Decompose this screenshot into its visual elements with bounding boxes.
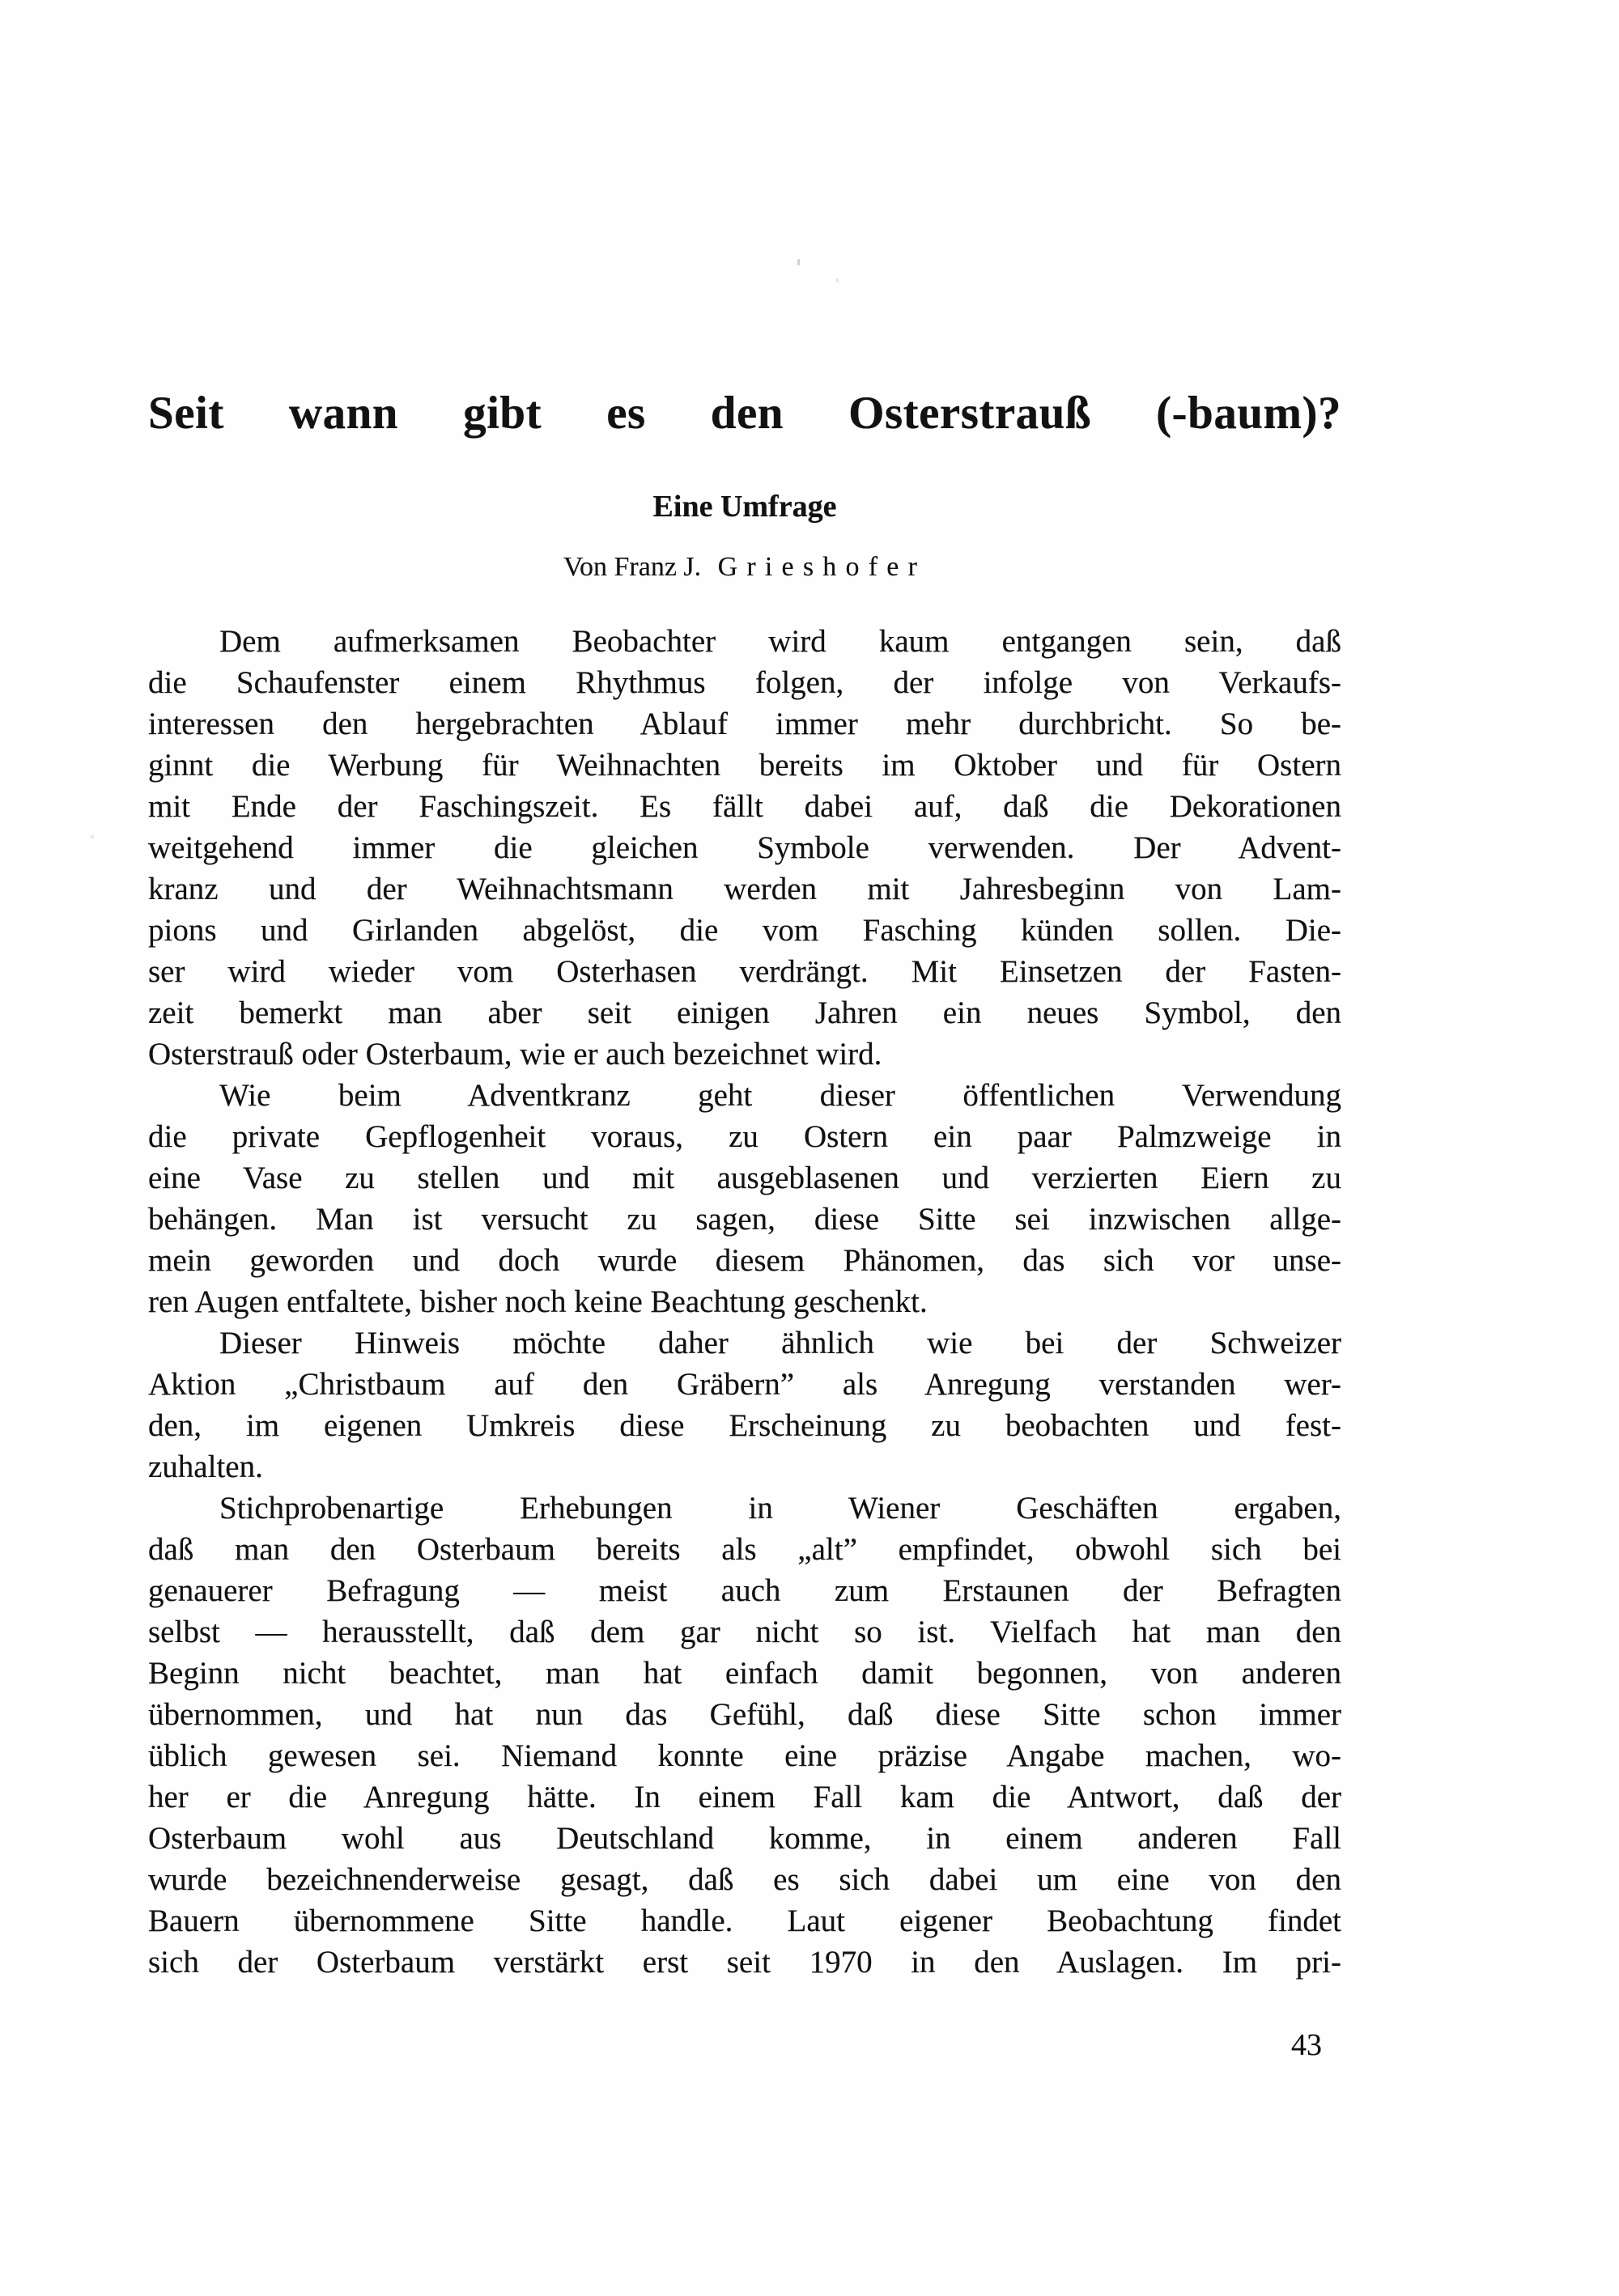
- body-line: Dem aufmerksamen Beobachter wird kaum entgangen sein, daß: [219, 624, 1341, 659]
- body-line: Stichprobenartige Erhebungen in Wiener Geschäften ergaben,: [219, 1491, 1341, 1526]
- body-line: kranz und der Weihnachtsmann werden mit Jahresbeginn von Lam-: [148, 872, 1341, 906]
- body-line: Wie beim Adventkranz geht dieser öffentlichen Verwendung: [219, 1078, 1341, 1113]
- body-line: üblich gewesen sei. Niemand konnte eine präzise Angabe machen, wo-: [148, 1738, 1341, 1773]
- article-title: Seit wann gibt es den Osterstrauß (-baum)?: [148, 388, 1341, 439]
- body-line: die Schaufenster einem Rhythmus folgen, der infolge von Verkaufs-: [148, 665, 1341, 700]
- author-name: Grieshofer: [717, 552, 927, 582]
- body-line: daß man den Osterbaum bereits als „alt” empfindet, obwohl sich bei: [148, 1532, 1341, 1567]
- scan-artifact: [836, 278, 839, 282]
- body-line: her er die Anregung hätte. In einem Fall kam die Antwort, daß der: [148, 1780, 1341, 1814]
- byline: [148, 550, 1341, 584]
- body-line: Osterstrauß oder Osterbaum, wie er auch bezeichnet wird.: [148, 1037, 882, 1072]
- body-line: pions und Girlanden abgelöst, die vom Fasching künden sollen. Die-: [148, 913, 1341, 948]
- page-number: 43: [1291, 2028, 1322, 2062]
- body-line: ren Augen entfaltete, bisher noch keine Beachtung geschenkt.: [148, 1284, 928, 1319]
- body-line: den, im eigenen Umkreis diese Erscheinung zu beobachten und fest-: [148, 1408, 1341, 1443]
- body-line: Bauern übernommene Sitte handle. Laut eigener Beobachtung findet: [148, 1903, 1341, 1938]
- body-line: wurde bezeichnenderweise gesagt, daß es sich dabei um eine von den: [148, 1862, 1341, 1897]
- article-body: [148, 621, 1341, 1983]
- body-line: Beginn nicht beachtet, man hat einfach damit begonnen, von anderen: [148, 1656, 1341, 1691]
- body-line: behängen. Man ist versucht zu sagen, diese Sitte sei inzwischen allge-: [148, 1202, 1341, 1237]
- scan-artifact: [91, 835, 94, 838]
- body-line: mein geworden und doch wurde diesem Phänomen, das sich vor unse-: [148, 1243, 1341, 1278]
- body-line: übernommen, und hat nun das Gefühl, daß diese Sitte schon immer: [148, 1697, 1341, 1732]
- body-line: eine Vase zu stellen und mit ausgeblasenen und verzierten Eiern zu: [148, 1161, 1341, 1195]
- body-line: mit Ende der Faschingszeit. Es fällt dabei auf, daß die Dekorationen: [148, 789, 1341, 824]
- body-line: die private Gepflogenheit voraus, zu Ostern ein paar Palmzweige in: [148, 1119, 1341, 1154]
- scan-artifact: [797, 259, 800, 265]
- body-line: Aktion „Christbaum auf den Gräbern” als Anregung verstanden wer-: [148, 1367, 1341, 1402]
- body-line: zuhalten.: [148, 1449, 263, 1484]
- body-line: weitgehend immer die gleichen Symbole verwenden. Der Advent-: [148, 830, 1341, 865]
- article-subtitle: Eine Umfrage: [652, 490, 837, 524]
- article-content: [148, 387, 1341, 1983]
- body-line: ginnt die Werbung für Weihnachten bereits im Oktober und für Ostern: [148, 748, 1341, 783]
- body-line: selbst — herausstellt, daß dem gar nicht so ist. Vielfach hat man den: [148, 1615, 1341, 1649]
- body-line: sich der Osterbaum verstärkt erst seit 1970 in den Auslagen. Im pri-: [148, 1945, 1341, 1980]
- body-line: zeit bemerkt man aber seit einigen Jahren ein neues Symbol, den: [148, 995, 1341, 1030]
- body-line: Dieser Hinweis möchte daher ähnlich wie bei der Schweizer: [219, 1326, 1341, 1360]
- body-line: ser wird wieder vom Osterhasen verdrängt. Mit Einsetzen der Fasten-: [148, 954, 1341, 989]
- body-line: genauerer Befragung — meist auch zum Erstaunen der Befragten: [148, 1573, 1341, 1608]
- byline-prefix: Von Franz J.: [563, 552, 702, 582]
- body-line: Osterbaum wohl aus Deutschland komme, in einem anderen Fall: [148, 1821, 1341, 1856]
- body-line: interessen den hergebrachten Ablauf immer mehr durchbricht. So be-: [148, 707, 1341, 741]
